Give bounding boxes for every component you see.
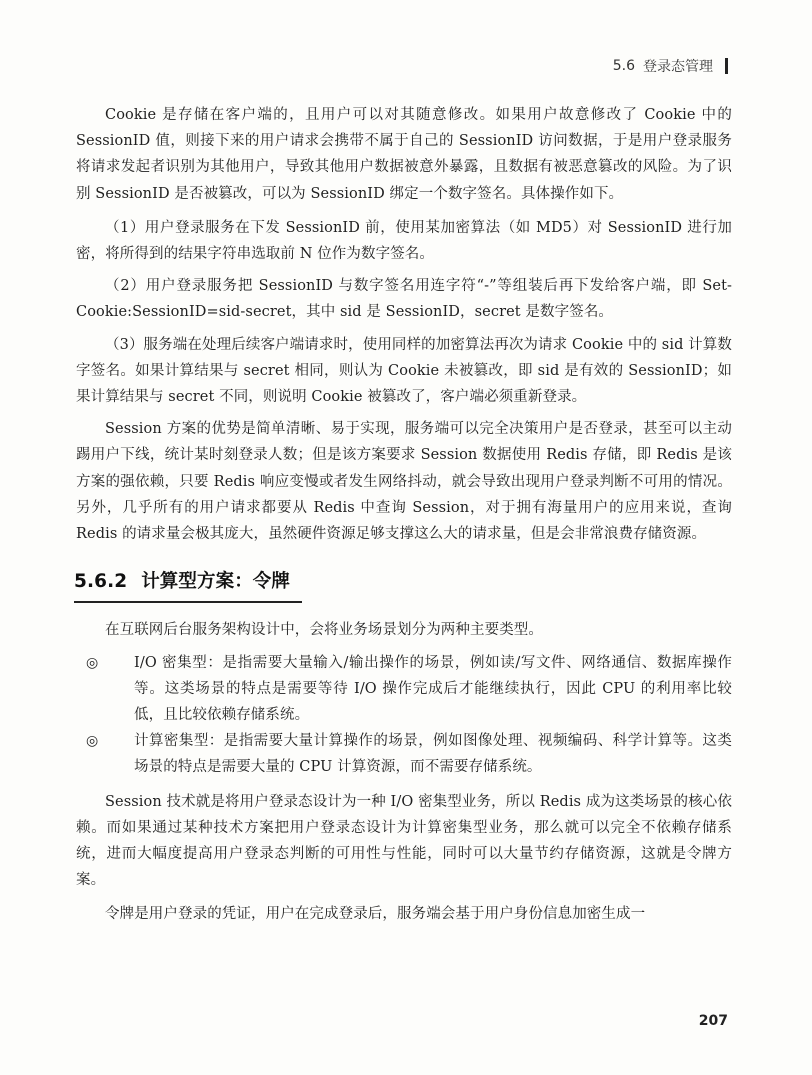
section-heading <box>74 569 302 603</box>
paragraph-cookie-tampering: Cookie 是存储在客户端的，且用户可以对其随意修改。如果用户故意修改了 Cookie 中的 SessionID 值，则接下来的用户请求会携带不属于自己的 SessionID 访问数据，于是用户登录服务将请求发起者识别为其他用户，导致其他用户数据被意外暴露，且数据有被恶意篡改的风险。为了识别 SessionID 是否被篡改，可以为 SessionID 绑定一个数字签名。具体操作如下。 <box>76 107 732 202</box>
bullet-mark: ◎ <box>86 733 99 750</box>
running-head-bar <box>725 58 728 74</box>
running-head-title: 登录态管理 <box>643 59 713 75</box>
bullet-compute-intensive <box>76 728 732 780</box>
step-2: （2）用户登录服务把 SessionID 与数字签名用连字符“-”等组装后再下发给客户端，即 Set-Cookie:SessionID=sid-secret，其中 sid 是 SessionID，secret 是数字签名。 <box>76 278 732 321</box>
page-body <box>76 102 732 936</box>
section-title: 计算型方案：令牌 <box>141 571 290 593</box>
section-number: 5.6.2 <box>74 571 128 593</box>
page-number: 207 <box>698 1013 728 1029</box>
step-3: （3）服务端在处理后续客户端请求时，使用同样的加密算法再次为请求 Cookie 中的 sid 计算数字签名。如果计算结果与 secret 相同，则认为 Cookie 未被篡改，即 sid 是有效的 SessionID；如果计算结果与 secret 不同，则说明 Cookie 被篡改了，客户端必须重新登录。 <box>76 336 732 406</box>
bullet-text: 计算密集型：是指需要大量计算操作的场景，例如图像处理、视频编码、科学计算等。这类场景的特点是需要大量的 CPU 计算资源，而不需要存储系统。 <box>134 733 732 776</box>
paragraph-session-pros-cons: Session 方案的优势是简单清晰、易于实现，服务端可以完全决策用户是否登录，甚至可以主动踢用户下线，统计某时刻登录人数；但是该方案要求 Session 数据使用 Redis 存储，即 Redis 是该方案的强依赖，只要 Redis 响应变慢或者发生网络抖动，就会导致出现用户登录判断不可用的情况。另外，几乎所有的用户请求都要从 Redis 中查询 Session，对于拥有海量用户的应用来说，查询 Redis 的请求量会极其庞大，虽然硬件资源足够支撑这么大的请求量，但是会非常浪费存储资源。 <box>76 421 732 543</box>
bullet-text: I/O 密集型：是指需要大量输入/输出操作的场景，例如读/写文件、网络通信、数据库操作等。这类场景的特点是需要等待 I/O 操作完成后才能继续执行，因此 CPU 的利用率比较低，且比较依赖存储系统。 <box>134 654 732 724</box>
section-intro: 在互联网后台服务架构设计中，会将业务场景划分为两种主要类型。 <box>105 622 543 639</box>
running-head-section-number: 5.6 <box>612 58 635 74</box>
bullet-mark: ◎ <box>86 654 99 671</box>
running-head <box>613 56 728 76</box>
bullet-list <box>76 650 732 781</box>
paragraph-token-intro: 令牌是用户登录的凭证，用户在完成登录后，服务端会基于用户身份信息加密生成一 <box>105 906 646 923</box>
step-1: （1）用户登录服务在下发 SessionID 前，使用某加密算法（如 MD5）对 SessionID 进行加密，将所得到的结果字符串选取前 N 位作为数字签名。 <box>76 219 732 263</box>
paragraph-session-io: Session 技术就是将用户登录态设计为一种 I/O 密集型业务，所以 Redis 成为这类场景的核心依赖。而如果通过某种技术方案把用户登录态设计为计算密集型业务，那么就可以完全不依赖存储系统，进而大幅度提高用户登录态判断的可用性与性能，同时可以大量节约存储资源，这就是令牌方案。 <box>76 793 732 889</box>
bullet-io-intensive <box>76 650 732 729</box>
